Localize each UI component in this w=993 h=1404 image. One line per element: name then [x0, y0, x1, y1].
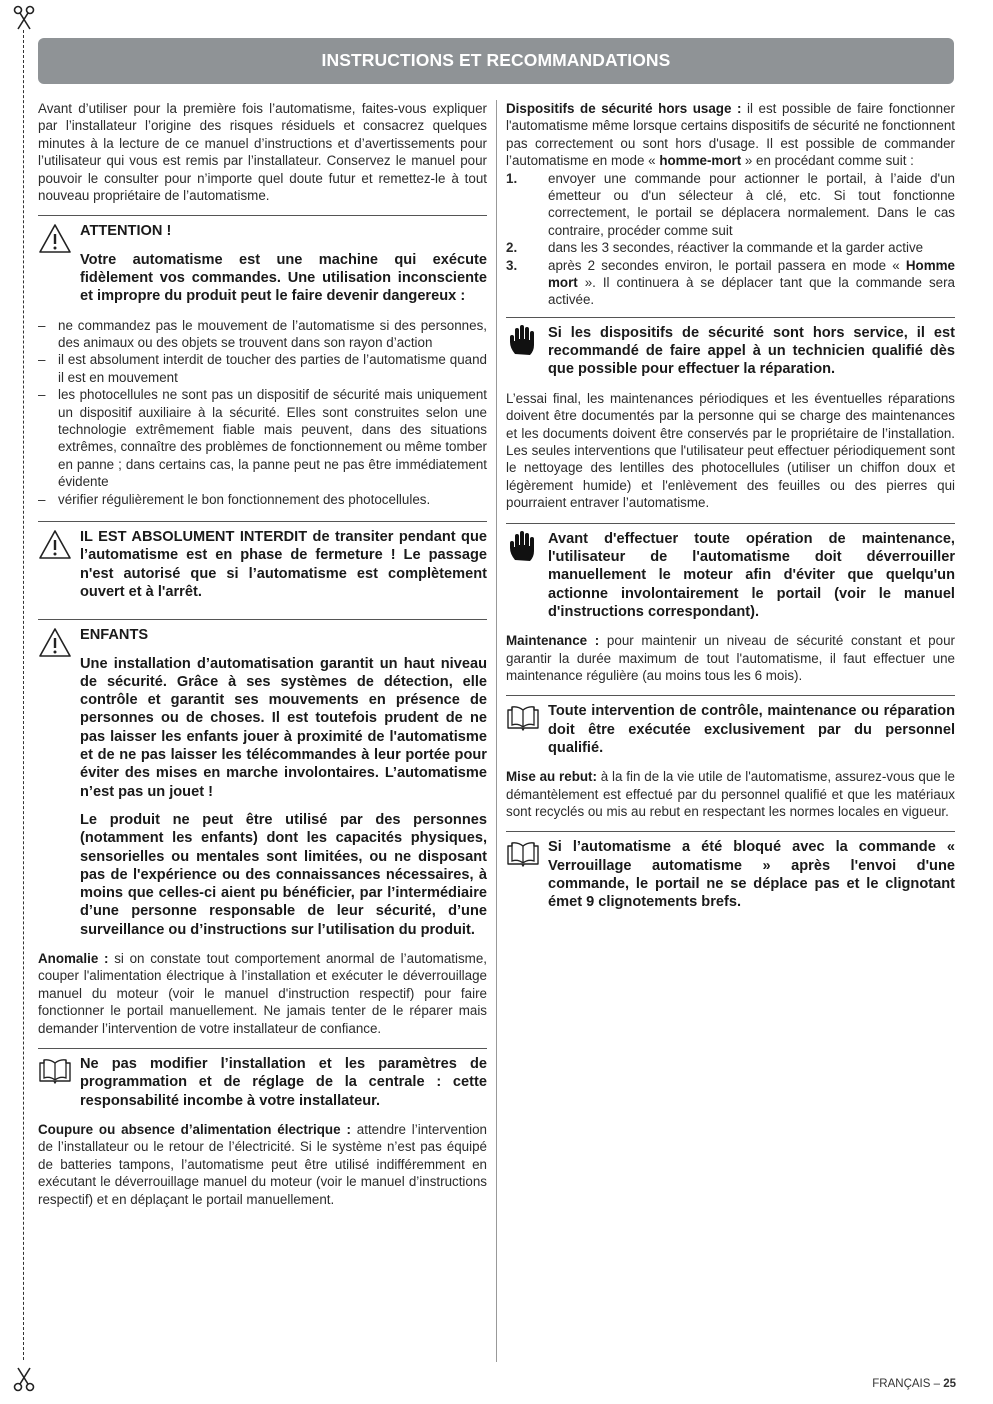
warning-triangle-icon [38, 528, 72, 562]
enfants-notice [38, 619, 487, 939]
intro-paragraph: Avant d’utiliser pour la première fois l’automatisme, faites-vous expliquer par l’installateur l’origine des risques résiduels et consacrez quelques minutes à la lecture de ce manuel d’instructions et d’avertissements pour l’utilisateur qui vous est remis par l’installateur. Conservez le manuel pour pouvoir le consulter pour n’importe quel doute futur et remettez-le à tout nouveau propriétaire de l’automatisme. [38, 101, 487, 204]
attention-title: ATTENTION ! [80, 223, 172, 240]
interdit-notice [38, 521, 487, 601]
left-column [38, 100, 487, 1208]
warning-triangle-icon [38, 626, 72, 660]
dispositifs-text: il est possible de faire fonctionner l'automatisme même lorsque certains dispositifs de sécurité ne fonctionnent pas correctement ou sont hors d'usage. Il est possible de commander l’automatisme en mode « [506, 101, 955, 169]
attention-text: Votre automatisme est une machine qui exécute fidèlement vos commandes. Une utilisation inconsciente et impropre du produit peut le faire devenir dangereux : [80, 251, 487, 305]
anomalie-label: Anomalie : [38, 951, 109, 967]
dispositifs-text-end: » en procédant comme suit : [741, 153, 914, 169]
toute-intervention-notice [506, 695, 955, 757]
list-item [506, 170, 955, 240]
step-number: 2. [506, 240, 518, 256]
hand-stop-icon [506, 530, 540, 564]
steps-list [506, 170, 955, 309]
list-item [506, 239, 955, 256]
avant-maintenance-notice [506, 523, 955, 621]
toute-intervention-text: Toute intervention de contrôle, maintenance ou réparation doit être exécutée exclusivement par du personnel qualifié. [548, 703, 955, 756]
modifier-notice [38, 1048, 487, 1110]
step-number: 1. [506, 170, 518, 186]
rebut-label: Mise au rebut: [506, 769, 597, 785]
verrouillage-notice [506, 831, 955, 911]
avant-maintenance-text: Avant d'effectuer toute opération de maintenance, l'utilisateur de l'automatisme doit déverrouiller manuellement le moteur afin d'éviter que quelqu'un actionne involontairement le portail (voir le manuel d'instructions correspondant). [548, 530, 955, 620]
footer-language: FRANÇAIS – [872, 1378, 944, 1390]
list-item: – vérifier régulièrement le bon fonctionnement des photocellules. [38, 491, 487, 508]
step-bold: Homme mort [548, 257, 955, 291]
rebut-paragraph [506, 768, 955, 820]
list-item: – ne commandez pas le mouvement de l’automatisme si des personnes, des animaux ou des objets se trouvent dans son rayon d’action [38, 317, 487, 352]
step-number: 3. [506, 257, 518, 273]
maintenance-paragraph [506, 632, 955, 684]
warning-list [38, 317, 487, 508]
step-text: envoyer une commande pour actionner le portail, à l’aide d'un émetteur ou d'un sélecteur à clé, etc. Si tout fonctionne correctement, le portail se déplacera normalement. Dans le cas contraire, procéder comme suit [548, 170, 955, 238]
maintenance-label: Maintenance : [506, 633, 600, 649]
page-header [38, 38, 954, 84]
cut-line [23, 30, 24, 1360]
step-text-end: ». Il continuera à se déplacer tant que la commande sera activée. [548, 275, 955, 308]
step-text: après 2 secondes environ, le portail passera en mode « [548, 257, 906, 273]
scissors-icon [11, 1366, 37, 1392]
enfants-text-1: Une installation d’automatisation garantit un haut niveau de sécurité. Grâce à ses systèmes de détection, elle contrôle et garantit ses mouvements en présence de personnes ou de choses. Il est toutefois prudent de ne pas laisser les enfants jouer à proximité de l'automatisme et de ne pas laisser les télécommandes à leur portée pour éviter des mises en marche involontaires. L’automatisme n’est pas un jouet ! [80, 655, 487, 800]
hors-service-text: Si les dispositifs de sécurité sont hors service, il est recommandé de faire appel à un technicien qualifié dès que possible pour effectuer la réparation. [548, 324, 955, 378]
dispositifs-paragraph [506, 100, 955, 170]
coupure-paragraph [38, 1121, 487, 1208]
interdit-text: IL EST ABSOLUMENT INTERDIT de transiter pendant que l’automatisme est en phase de fermeture ! Le passage n'est autorisé que si l’automatisme est complètement ouvert et à l'arrêt. [80, 529, 487, 600]
header-title: INSTRUCTIONS ET RECOMMANDATIONS [321, 50, 671, 71]
book-icon [506, 702, 540, 736]
anomalie-paragraph [38, 950, 487, 1037]
anomalie-text: si on constate tout comportement anormal de l’automatisme, couper l'alimentation électrique à l’installation et exécuter le déverrouillage manuel du moteur (voir le manuel d'instruction respectif) pour faire fonctionner le portail manuellement. Ne jamais tenter de le réparer mais demander l’intervention de votre installateur de confiance. [38, 951, 487, 1036]
page-footer [800, 1376, 956, 1393]
list-item [506, 257, 955, 309]
enfants-text-2: Le produit ne peut être utilisé par des personnes (notamment les enfants) dont les capacités physiques, sensorielles ou mentales sont limitées, ou ne disposant pas de l'expérience ou des connaissances nécessaires, à moins que celles-ci aient pu bénéficier, par l’intermédiaire d’une personne responsable de leur sécurité, d’une surveillance ou d’instructions sur l’utilisation du produit. [80, 811, 487, 938]
hors-service-notice [506, 317, 955, 379]
mode-name: homme-mort [659, 153, 742, 169]
book-icon [38, 1055, 72, 1089]
dispositifs-label: Dispositifs de sécurité hors usage : [506, 101, 742, 116]
verrouillage-text: Si l’automatisme a été bloqué avec la commande « Verrouillage automatisme » après l'envoi d'une commande, le portail ne se déplace pas et le clignotant émet 9 clignotements brefs. [548, 839, 955, 911]
enfants-title: ENFANTS [80, 627, 149, 644]
right-column [506, 100, 955, 923]
coupure-text: attendre l’intervention de l’installateur ou le retour de l’électricité. Si le système n’est pas équipé de batteries tampons, l’automatisme peut être utilisé indifféremment en exécutant le déverrouillage manuel du moteur (voir le manuel d’instructions respectif) et en déplaçant le portail manuellement. [38, 1121, 487, 1207]
warning-triangle-icon [38, 222, 72, 256]
rebut-text: à la fin de la vie utile de l'automatisme, assurez-vous que le démantèlement est effectué par du personnel qualifié et que les matériaux sont recyclés ou mis au rebut en respectant les normes locales en vigueur. [506, 769, 955, 820]
step-text: dans les 3 secondes, réactiver la commande et la garder active [548, 240, 924, 256]
maintenance-text: pour maintenir un niveau de sécurité constant et pour garantir la durée maximum de tout l'automatisme, il faut effectuer une maintenance régulière (au moins tous les 6 mois). [506, 633, 955, 683]
coupure-label: Coupure ou absence d’alimentation électrique : [38, 1121, 351, 1137]
book-icon [506, 838, 540, 872]
hand-stop-icon [506, 324, 540, 358]
modifier-text: Ne pas modifier l’installation et les paramètres de programmation et de réglage de la centrale : cette responsabilité incombe à votre installateur. [80, 1056, 487, 1109]
list-item: – il est absolument interdit de toucher des parties de l’automatisme quand il est en mouvement [38, 351, 487, 386]
attention-notice [38, 215, 487, 305]
list-item: – les photocellules ne sont pas un dispositif de sécurité mais uniquement un dispositif auxiliaire à la sécurité. Elles sont construites selon une technologie extrêmement fiable mais peuvent, dans des situations extrêmes, connaître des problèmes de fonctionnement ou même tomber en panne ; dans certains cas, la panne peut ne pas être immédiatement évidente [38, 386, 487, 490]
essai-paragraph: L’essai final, les maintenances périodiques et les éventuelles réparations doivent être documentés par la personne qui se charge des maintenances et les documents doivent être conservés par le propriétaire de l’installation. Les seules interventions que l'utilisateur peut effectuer périodiquement sont le nettoyage des lentilles des photocellules (utiliser un chiffon doux et légèrement humide) et l'enlèvement des feuilles ou des pierres qui pourraient entraver l’automatisme. [506, 390, 955, 511]
scissors-icon [11, 5, 37, 31]
column-divider [496, 100, 497, 1362]
page-number: 25 [943, 1378, 956, 1390]
